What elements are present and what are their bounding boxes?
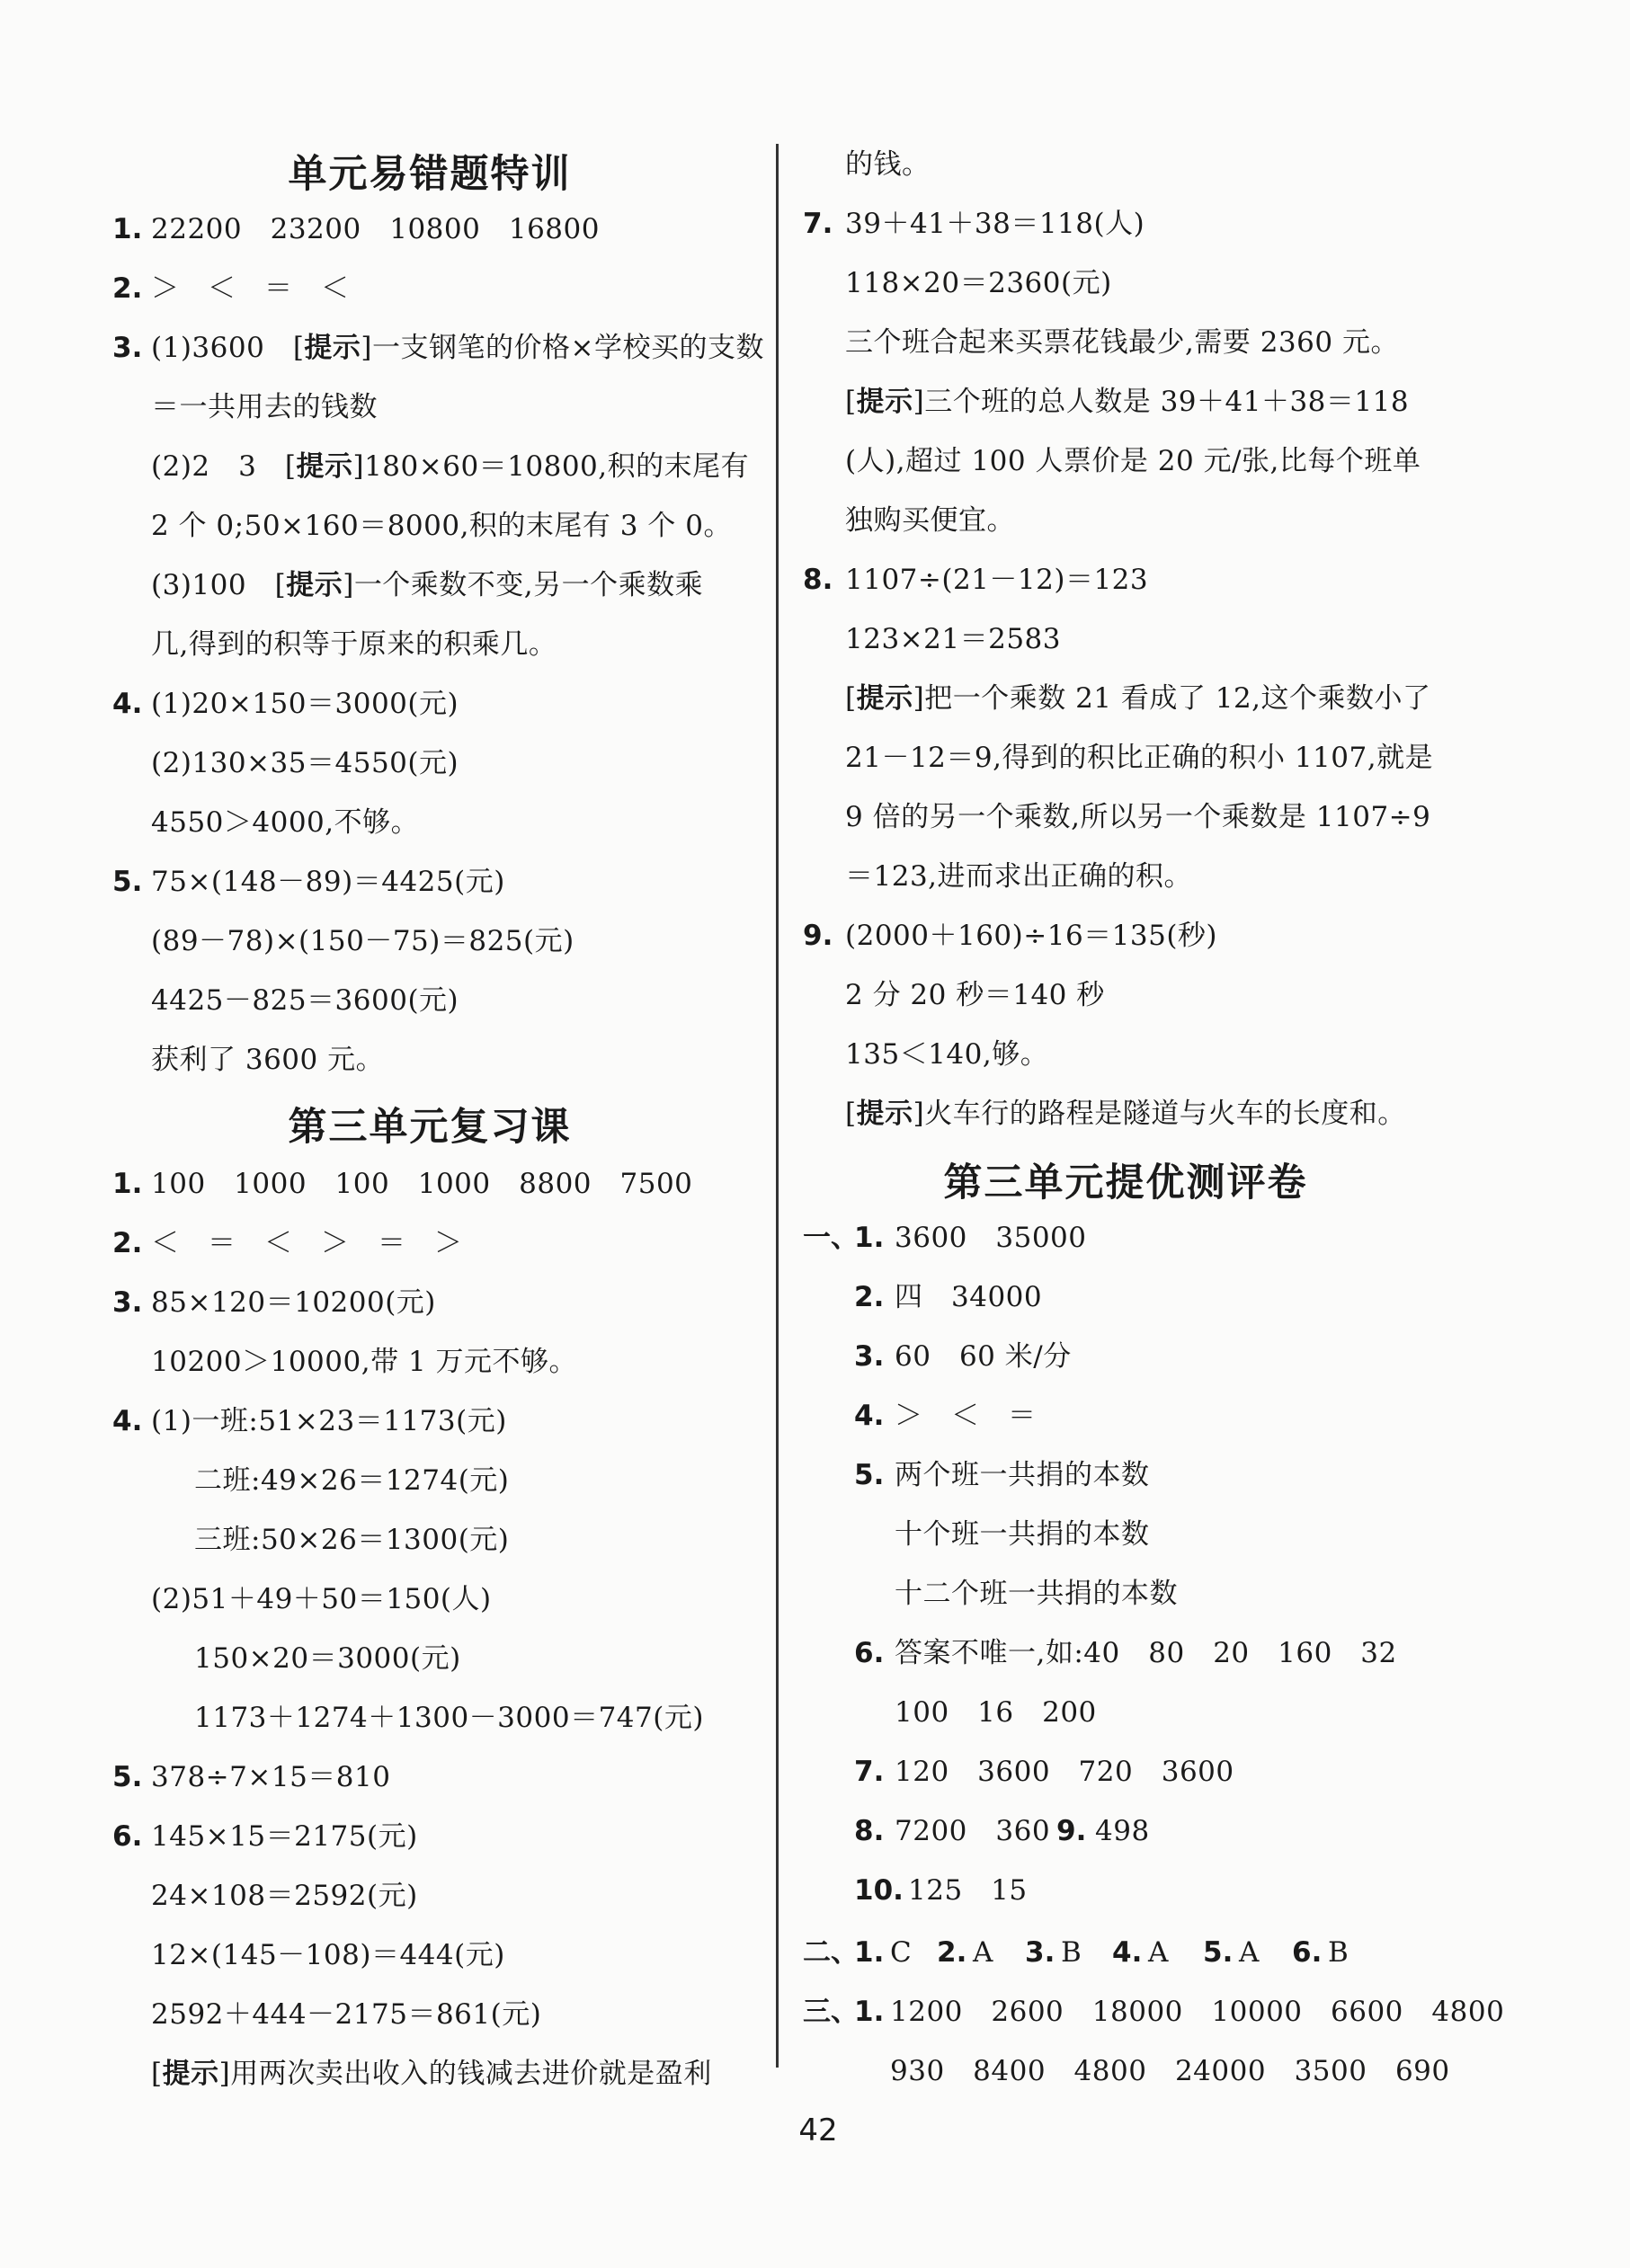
answer-line: 1173＋1274＋1300－3000＝747(元) <box>194 1702 704 1734</box>
answer-line: 2592＋444－2175＝861(元) <box>151 1998 542 2031</box>
answer-line: 2 分 20 秒＝140 秒 <box>845 979 1105 1011</box>
part-number: 一、 <box>803 1222 859 1254</box>
answer-line: (1)一班:51×23＝1173(元) <box>151 1405 507 1437</box>
question-number: 2. <box>854 1281 885 1313</box>
hint-label: 提示 <box>304 332 361 364</box>
hint-label: 提示 <box>296 450 353 483</box>
question-number: 1. <box>854 1996 885 2028</box>
answer-line: 三个班合起来买票花钱最少,需要 2360 元。 <box>845 326 1399 359</box>
answer-line: ＝123,进而求出正确的积。 <box>845 860 1193 893</box>
answer-line: 10200＞10000,带 1 万元不够。 <box>151 1346 578 1378</box>
question-number: 3. <box>112 1286 143 1319</box>
answer-line: 1200 2600 18000 10000 6600 4800 <box>890 1996 1505 2028</box>
question-number: 3. <box>112 332 143 364</box>
question-number: 4. <box>1112 1936 1143 1969</box>
answer-line: 85×120＝10200(元) <box>151 1286 436 1319</box>
question-number: 2. <box>112 1227 143 1259</box>
answer-line: 498 <box>1095 1815 1150 1847</box>
question-number: 1. <box>112 213 143 245</box>
question-number: 5. <box>854 1459 885 1491</box>
section-title-unit3-test: 第三单元提优测评卷 <box>943 1161 1308 1205</box>
answer-line: (2)2 3 [提示]180×60＝10800,积的末尾有 <box>151 450 750 483</box>
question-number: 9. <box>803 920 833 952</box>
question-number: 5. <box>112 1761 143 1793</box>
answer-line: 22200 23200 10800 16800 <box>151 213 600 245</box>
answer-line: 9 倍的另一个乘数,所以另一个乘数是 1107÷9 <box>845 801 1431 833</box>
question-number: 4. <box>112 688 143 720</box>
question-number: 1. <box>854 1222 885 1254</box>
part-number: 三、 <box>803 1996 859 2028</box>
answer-line: 的钱。 <box>845 148 931 181</box>
answer-line: ＞ ＜ ＝ ＜ <box>151 272 350 305</box>
answer-line: 几,得到的积等于原来的积乘几。 <box>151 628 557 661</box>
answer-line: [提示]三个班的总人数是 39＋41＋38＝118 <box>845 386 1410 418</box>
answer-line: (2000＋160)÷16＝135(秒) <box>845 920 1218 952</box>
page-number: 42 <box>798 2112 838 2148</box>
answer-line: 39＋41＋38＝118(人) <box>845 208 1145 240</box>
hint-label: 提示 <box>856 386 913 418</box>
answer-line: 60 60 米/分 <box>895 1340 1072 1373</box>
answer-line: 24×108＝2592(元) <box>151 1880 418 1912</box>
question-number: 5. <box>1203 1936 1234 1969</box>
question-number: 6. <box>1292 1936 1323 1969</box>
hint-label: 提示 <box>286 569 343 601</box>
choice-answer: A <box>973 1936 993 1969</box>
question-number: 7. <box>854 1756 885 1788</box>
question-number: 5. <box>112 866 143 898</box>
question-number: 8. <box>803 564 833 596</box>
question-number: 3. <box>854 1340 885 1373</box>
question-number: 3. <box>1025 1936 1055 1969</box>
answer-line: 十二个班一共捐的本数 <box>895 1578 1178 1610</box>
question-number: 1. <box>854 1936 885 1969</box>
answer-line: 150×20＝3000(元) <box>194 1642 461 1675</box>
answer-line: ＜ ＝ ＜ ＞ ＝ ＞ <box>151 1227 463 1259</box>
answer-line: [提示]火车行的路程是隧道与火车的长度和。 <box>845 1098 1406 1130</box>
choice-answer: A <box>1239 1936 1260 1969</box>
answer-line: 75×(148－89)＝4425(元) <box>151 866 505 898</box>
answer-line: (2)51＋49＋50＝150(人) <box>151 1583 492 1615</box>
answer-line: 三班:50×26＝1300(元) <box>194 1524 510 1556</box>
answer-line: ＞ ＜ ＝ <box>895 1400 1037 1432</box>
question-number: 6. <box>854 1637 885 1669</box>
hint-label: 提示 <box>162 2058 219 2090</box>
question-number: 9. <box>1056 1815 1087 1847</box>
answer-line: 100 16 200 <box>895 1696 1097 1729</box>
question-number: 2. <box>937 1936 967 1969</box>
part-number: 二、 <box>803 1936 859 1969</box>
answer-line: (1)3600 [提示]一支钢笔的价格×学校买的支数 <box>151 332 765 364</box>
answer-line: ＝一共用去的钱数 <box>151 391 378 423</box>
answer-line: 135＜140,够。 <box>845 1038 1049 1071</box>
answer-line: 1107÷(21－12)＝123 <box>845 564 1149 596</box>
answer-line: 378÷7×15＝810 <box>151 1761 391 1793</box>
answer-line: 十个班一共捐的本数 <box>895 1518 1150 1551</box>
question-number: 8. <box>854 1815 885 1847</box>
answer-line: (2)130×35＝4550(元) <box>151 747 459 779</box>
answer-line: 获利了 3600 元。 <box>151 1044 385 1076</box>
hint-label: 提示 <box>856 682 913 715</box>
answer-line: (人),超过 100 人票价是 20 元/张,比每个班单 <box>845 445 1421 477</box>
answer-line: 独购买便宜。 <box>845 504 1015 537</box>
question-number: 7. <box>803 208 833 240</box>
answer-line: 145×15＝2175(元) <box>151 1820 418 1853</box>
answer-line: 100 1000 100 1000 8800 7500 <box>151 1168 693 1200</box>
answer-line: 125 15 <box>908 1874 1028 1907</box>
answer-line: 四 34000 <box>895 1281 1043 1313</box>
question-number: 10. <box>854 1874 904 1907</box>
question-number: 2. <box>112 272 143 305</box>
answer-line: 两个班一共捐的本数 <box>895 1459 1150 1491</box>
question-number: 4. <box>112 1405 143 1437</box>
answer-line: (3)100 [提示]一个乘数不变,另一个乘数乘 <box>151 569 704 601</box>
answer-line: 123×21＝2583 <box>845 623 1061 655</box>
answer-line: 3600 35000 <box>895 1222 1087 1254</box>
answer-line: 930 8400 4800 24000 3500 690 <box>890 2055 1450 2087</box>
question-number: 1. <box>112 1168 143 1200</box>
question-number: 4. <box>854 1400 885 1432</box>
answer-line: (1)20×150＝3000(元) <box>151 688 459 720</box>
answer-line: 二班:49×26＝1274(元) <box>194 1464 510 1497</box>
answer-line: 4550＞4000,不够。 <box>151 806 420 839</box>
answer-line: 7200 360 <box>895 1815 1051 1847</box>
answer-line: 118×20＝2360(元) <box>845 267 1112 299</box>
choice-answer: C <box>890 1936 913 1969</box>
answer-line: 2 个 0;50×160＝8000,积的末尾有 3 个 0。 <box>151 510 732 542</box>
answer-line: 4425－825＝3600(元) <box>151 984 459 1017</box>
answer-line: 120 3600 720 3600 <box>895 1756 1234 1788</box>
section-title-unit-errors: 单元易错题特训 <box>288 152 572 197</box>
choice-answer: B <box>1061 1936 1082 1969</box>
answer-line: [提示]用两次卖出收入的钱减去进价就是盈利 <box>151 2058 712 2090</box>
hint-label: 提示 <box>856 1098 913 1130</box>
answer-line: (89－78)×(150－75)＝825(元) <box>151 925 575 957</box>
choice-answer: A <box>1148 1936 1169 1969</box>
section-title-unit3-review: 第三单元复习课 <box>288 1105 572 1150</box>
column-divider <box>776 144 779 2068</box>
choice-answer: B <box>1328 1936 1349 1969</box>
question-number: 6. <box>112 1820 143 1853</box>
answer-line: 12×(145－108)＝444(元) <box>151 1939 505 1971</box>
answer-line: 21－12＝9,得到的积比正确的积小 1107,就是 <box>845 742 1434 774</box>
answer-line: [提示]把一个乘数 21 看成了 12,这个乘数小了 <box>845 682 1431 715</box>
answer-line: 答案不唯一,如:40 80 20 160 32 <box>895 1637 1397 1669</box>
